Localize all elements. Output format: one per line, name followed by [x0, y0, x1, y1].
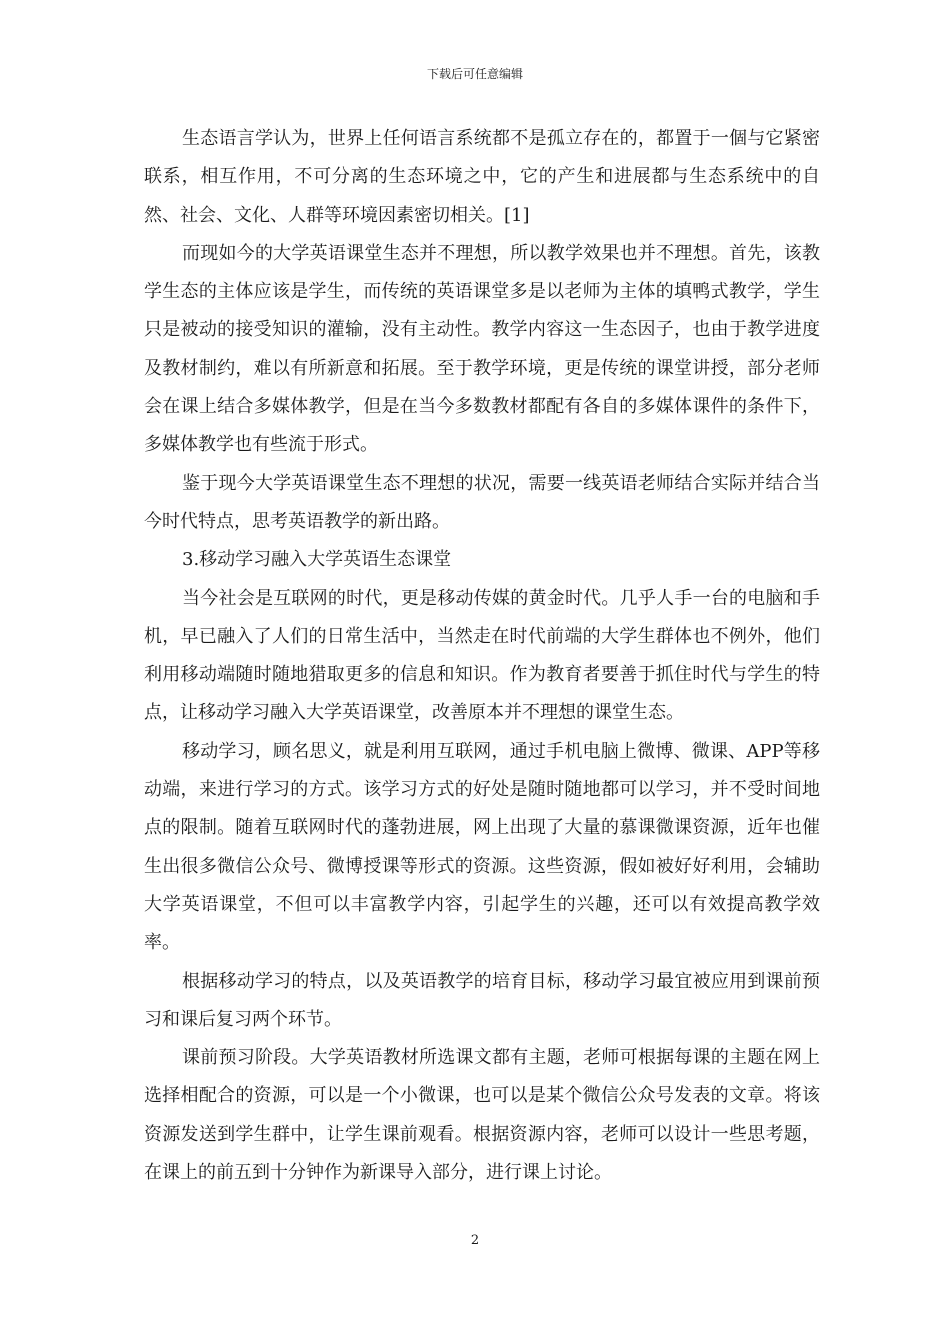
page-number: 2 [470, 1233, 480, 1248]
paragraph-ecolinguistics: 生态语言学认为，世界上任何语言系统都不是孤立存在的，都置于一個与它紧密联系，相互作用，不可分离的生态环境之中，它的产生和进展都与生态系统中的自然、社会、文化、人群等环境因素密切相关。[1] [144, 128, 820, 226]
paragraph-internet-era: 当今社会是互联网的时代，更是移动传媒的黄金时代。几乎人手一台的电脑和手机，早已融入了人们的日常生活中，当然走在时代前端的大学生群体也不例外，他们利用移动端随时随地猎取更多的信息和知识。作为教育者要善于抓住时代与学生的特点，让移动学习融入大学英语课堂，改善原本并不理想的课堂生态。 [144, 587, 820, 724]
body-content [144, 120, 820, 1192]
paragraph-current-classroom: 而现如今的大学英语课堂生态并不理想，所以教学效果也并不理想。首先，该教学生态的主体应该是学生，而传统的英语课堂多是以老师为主体的填鸭式教学，学生只是被动的接受知识的灌输，没有主动性。教学内容这一生态因子，也由于教学进度及教材制约，难以有所新意和拓展。至于教学环境，更是传统的课堂讲授，部分老师会在课上结合多媒体教学，但是在当今多数教材都配有各自的多媒体课件的条件下，多媒体教学也有些流于形式。 [144, 242, 820, 456]
section-heading-mobile-learning: 3.移动学习融入大学英语生态课堂 [182, 549, 452, 571]
page-header: 下载后可任意编辑 [426, 67, 523, 81]
paragraph-application-stages: 根据移动学习的特点，以及英语教学的培育目标，移动学习最宜被应用到课前预习和课后复习两个环节。 [144, 970, 820, 1030]
paragraph-new-approach: 鉴于现今大学英语课堂生态不理想的状况，需要一线英语老师结合实际并结合当今时代特点，思考英语教学的新出路。 [144, 472, 820, 532]
paragraph-mobile-learning-definition: 移动学习，顾名思义，就是利用互联网，通过手机电脑上微博、微课、APP等移动端，来进行学习的方式。该学习方式的好处是随时随地都可以学习，并不受时间地点的限制。随着互联网时代的蓬勃进展，网上出现了大量的慕课微课资源，近年也催生出很多微信公众号、微博授课等形式的资源。这些资源，假如被好好利用，会辅助大学英语课堂，不但可以丰富教学内容，引起学生的兴趣，还可以有效提高教学效率。 [144, 740, 820, 954]
paragraph-preview-stage: 课前预习阶段。大学英语教材所选课文都有主题，老师可根据每课的主题在网上选择相配合的资源，可以是一个小微课，也可以是某个微信公众号发表的文章。将该资源发送到学生群中，让学生课前观看。根据资源内容，老师可以设计一些思考题，在课上的前五到十分钟作为新课导入部分，进行课上讨论。 [144, 1047, 820, 1184]
